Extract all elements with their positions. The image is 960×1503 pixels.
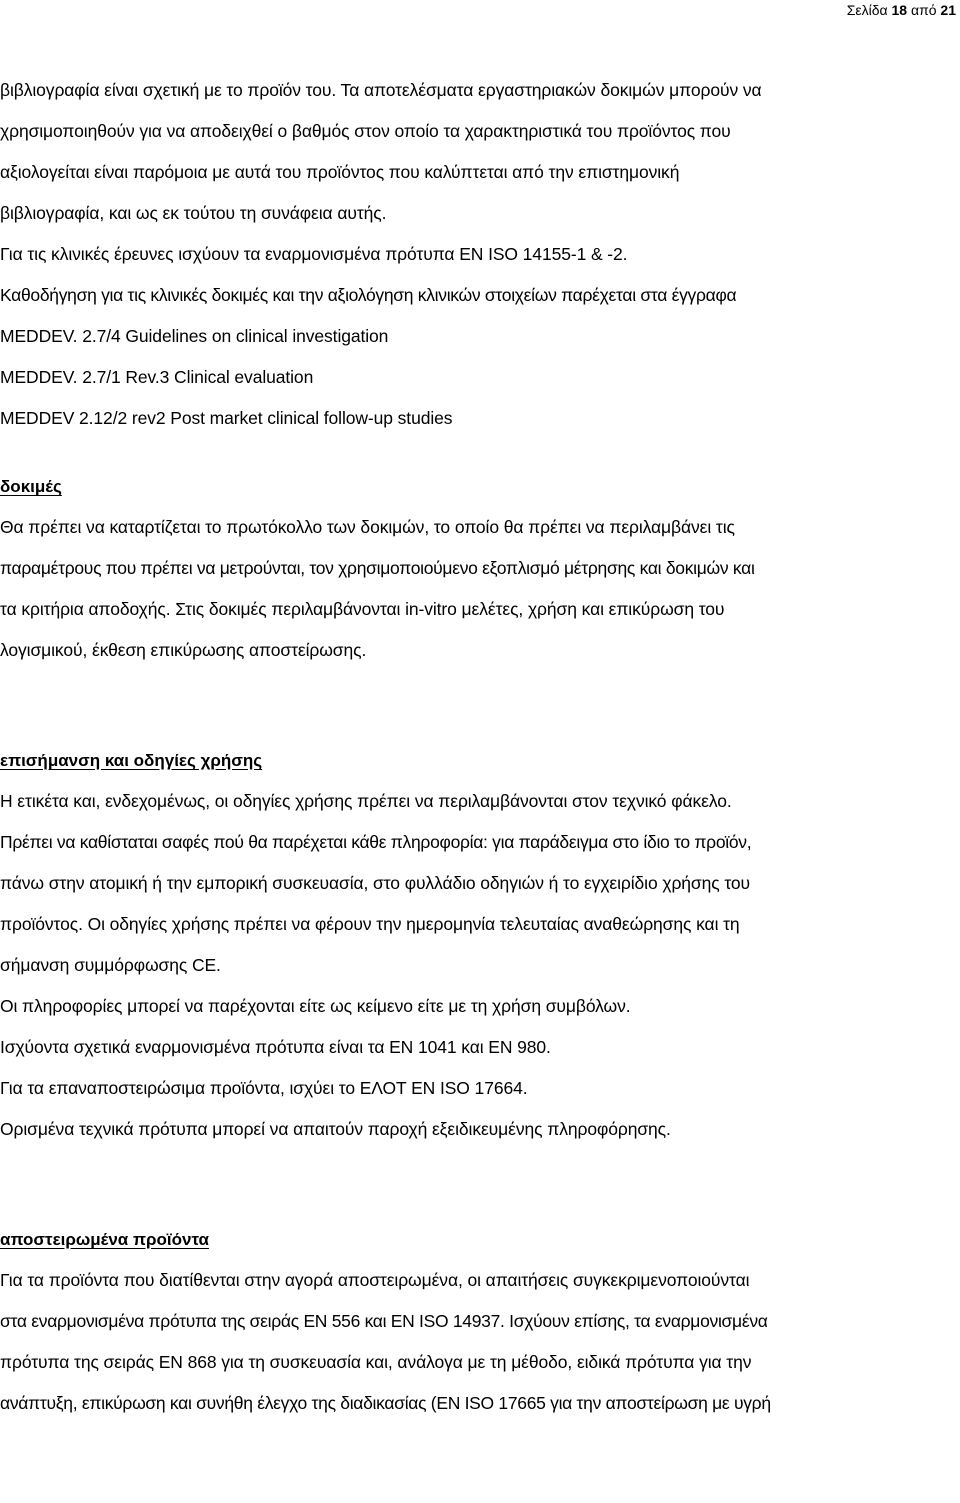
- paragraph-line: προϊόντος. Οι οδηγίες χρήσης πρέπει να φέρουν την ημερομηνία τελευταίας αναθεώρησης και τη: [0, 914, 740, 934]
- meddev-line: MEDDEV. 2.7/4 Guidelines on clinical investigation: [0, 326, 389, 346]
- paragraph-line: βιβλιογραφία είναι σχετική με το προϊόν του. Τα αποτελέσματα εργαστηριακών δοκιμών μπορούν να: [0, 80, 762, 100]
- clinical-standards-line: Για τις κλινικές έρευνες ισχύουν τα εναρμονισμένα πρότυπα EN ISO 14155-1 & -2.: [0, 244, 628, 264]
- section-heading-tests: δοκιμές: [0, 477, 62, 496]
- paragraph-line: Πρέπει να καθίσταται σαφές πού θα παρέχεται κάθε πληροφορία: για παράδειγμα στο ίδιο το προϊόν,: [0, 832, 752, 852]
- paragraph-line: τα κριτήρια αποδοχής. Στις δοκιμές περιλαμβάνονται in-vitro μελέτες, χρήση και επικύρωση του: [0, 599, 725, 619]
- document-body: [0, 70, 956, 1424]
- paragraph-line: Για τα επαναποστειρώσιμα προϊόντα, ισχύει το ΕΛΟΤ EN ISO 17664.: [0, 1078, 528, 1098]
- page-number: [847, 2, 956, 18]
- paragraph-line: Ισχύοντα σχετικά εναρμονισμένα πρότυπα είναι τα EN 1041 και EN 980.: [0, 1037, 551, 1057]
- page-of: από: [910, 2, 937, 18]
- paragraph-line: παραμέτρους που πρέπει να μετρούνται, τον χρησιμοποιούμενο εξοπλισμό μέτρησης και δοκιμών και: [0, 558, 755, 578]
- section-heading-labeling: επισήμανση και οδηγίες χρήσης: [0, 751, 263, 770]
- paragraph-line: Για τα προϊόντα που διατίθενται στην αγορά αποστειρωμένα, οι απαιτήσεις συγκεκριμενοποιούνται: [0, 1270, 750, 1290]
- paragraph-line: στα εναρμονισμένα πρότυπα της σειράς EN 556 και EN ISO 14937. Ισχύουν επίσης, τα εναρμονισμένα: [0, 1311, 768, 1331]
- total-pages: 21: [940, 2, 956, 18]
- meddev-line: MEDDEV. 2.7/1 Rev.3 Clinical evaluation: [0, 367, 314, 387]
- paragraph-line: Οι πληροφορίες μπορεί να παρέχονται είτε ως κείμενο είτε με τη χρήση συμβόλων.: [0, 996, 631, 1016]
- paragraph-line: Η ετικέτα και, ενδεχομένως, οι οδηγίες χρήσης πρέπει να περιλαμβάνονται στον τεχνικό φάκελο.: [0, 791, 732, 811]
- page-label: Σελίδα: [846, 2, 888, 18]
- paragraph-line: πρότυπα της σειράς EN 868 για τη συσκευασία και, ανάλογα με τη μέθοδο, ειδικά πρότυπα για την: [0, 1352, 752, 1372]
- paragraph-line: Ορισμένα τεχνικά πρότυπα μπορεί να απαιτούν παροχή εξειδικευμένης πληροφόρησης.: [0, 1119, 671, 1139]
- paragraph-line: ανάπτυξη, επικύρωση και συνήθη έλεγχο της διαδικασίας (EN ISO 17665 για την αποστείρωση με υγρή: [0, 1393, 771, 1413]
- paragraph-line: βιβλιογραφία, και ως εκ τούτου τη συνάφεια αυτής.: [0, 203, 387, 223]
- paragraph-line: χρησιμοποιηθούν για να αποδειχθεί ο βαθμός στον οποίο τα χαρακτηριστικά του προϊόντος που: [0, 121, 731, 141]
- paragraph-line: σήμανση συμμόρφωσης CE.: [0, 955, 221, 975]
- paragraph-line: λογισμικού, έκθεση επικύρωσης αποστείρωσης.: [0, 640, 367, 660]
- current-page: 18: [891, 2, 908, 18]
- guidance-line: Καθοδήγηση για τις κλινικές δοκιμές και την αξιολόγηση κλινικών στοιχείων παρέχεται στα έγγραφα: [0, 285, 737, 305]
- meddev-line: MEDDEV 2.12/2 rev2 Post market clinical follow-up studies: [0, 408, 453, 428]
- paragraph-line: Θα πρέπει να καταρτίζεται το πρωτόκολλο των δοκιμών, το οποίο θα πρέπει να περιλαμβάνει τις: [0, 517, 735, 537]
- paragraph-line: πάνω στην ατομική ή την εμπορική συσκευασία, στο φυλλάδιο οδηγιών ή το εγχειρίδιο χρήσης του: [0, 873, 751, 893]
- section-heading-sterile: αποστειρωμένα προϊόντα: [0, 1230, 210, 1249]
- paragraph-line: αξιολογείται είναι παρόμοια με αυτά του προϊόντος που καλύπτεται από την επιστημονική: [0, 162, 680, 182]
